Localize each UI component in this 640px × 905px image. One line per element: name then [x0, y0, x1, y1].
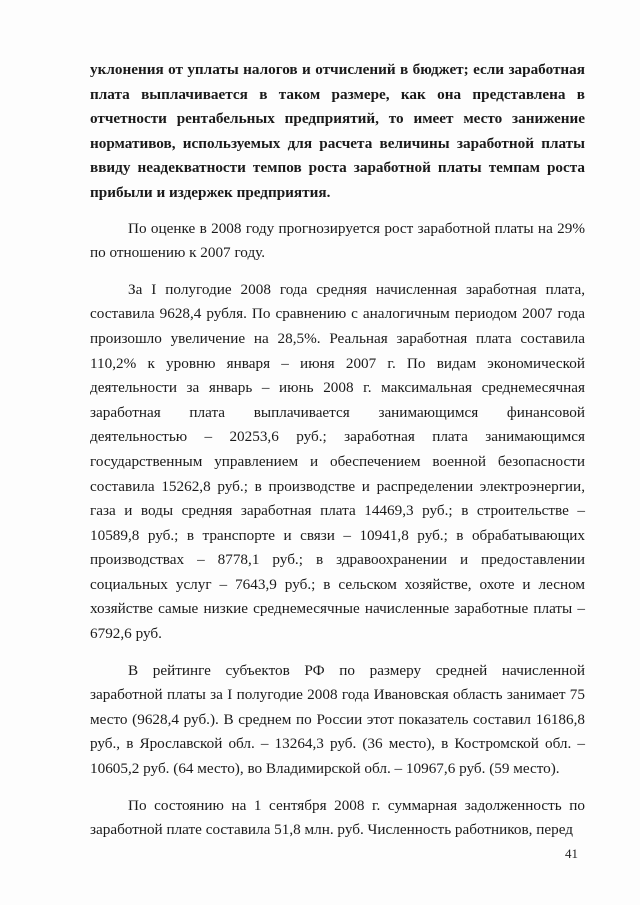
- page-number: 41: [565, 846, 578, 861]
- paragraph-regional-rating: В рейтинге субъектов РФ по размеру средней начисленной заработной платы за I полугодие 2008 года Ивановская область занимает 75 место (9628,4 руб.). В среднем по России этот показатель составил 16186,8 руб., в Ярославской обл. – 13264,3 руб. (36 место), в Костромской обл. – 10605,2 руб. (64 место), во Владимирской обл. – 10967,6 руб. (59 место).: [90, 661, 585, 778]
- paragraph-tax-evasion: уклонения от уплаты налогов и отчислений в бюджет; если заработная плата выплачивается в таком размере, как она представлена в отчетности рентабельных предприятий, то имеет место занижение нормативов, используемых для расчета величины заработной платы ввиду неадекватности темпов роста заработной платы темпам роста прибыли и издержек предприятия.: [90, 61, 585, 201]
- page-text-body: [90, 58, 585, 855]
- paragraph-average-wage: За I полугодие 2008 года средняя начисленная заработная плата, составила 9628,4 рубля. По сравнению с аналогичным периодом 2007 года произошло увеличение на 28,5%. Реальная заработная плата составила 110,2% к уровню января – июня 2007 г. По видам экономической деятельности за январь – июнь 2008 г. максимальная среднемесячная заработная плата выплачивается занимающимся финансовой деятельностью – 20253,6 руб.; заработная плата занимающимся государственным управлением и обеспечением военной безопасности составила 15262,8 руб.; в производстве и распределении электроэнергии, газа и воды средняя заработная плата 14469,3 руб.; в строительстве – 10589,8 руб.; в транспорте и связи – 10941,8 руб.; в обрабатывающих производствах – 8778,1 руб.; в здравоохранении и предоставлении социальных услуг – 7643,9 руб.; в сельском хозяйстве, охоте и лесном хозяйстве самые низкие среднемесячные начисленные заработные платы – 6792,6 руб.: [90, 280, 585, 643]
- paragraph-wage-arrears: По состоянию на 1 сентября 2008 г. суммарная задолженность по заработной плате составила 51,8 млн. руб. Численность работников, перед: [90, 796, 585, 839]
- paragraph-forecast-2008: По оценке в 2008 году прогнозируется рост заработной платы на 29% по отношению к 2007 году.: [90, 219, 585, 262]
